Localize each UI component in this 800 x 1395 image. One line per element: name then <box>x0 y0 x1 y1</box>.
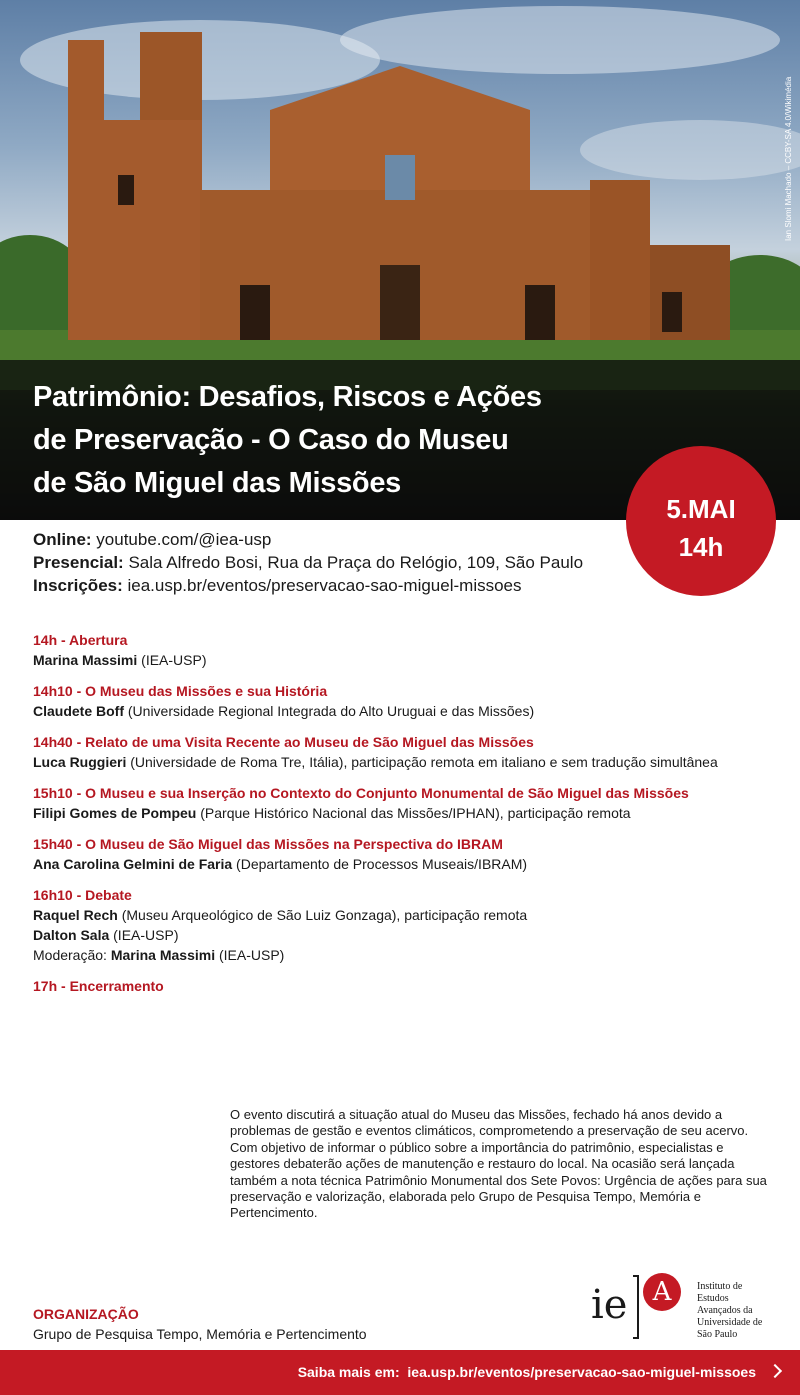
organization-name: Grupo de Pesquisa Tempo, Memória e Pertencimento <box>33 1326 367 1342</box>
program-item: 14h - Abertura Marina Massimi (IEA-USP) <box>33 630 783 670</box>
program-item: 14h10 - O Museu das Missões e sua História Claudete Boff (Universidade Regional Integrada do Alto Uruguai e das Missões) <box>33 681 783 721</box>
program-schedule <box>33 630 783 1007</box>
inscricoes-link[interactable]: iea.usp.br/eventos/preservacao-sao-miguel-missoes <box>122 576 522 595</box>
program-item: 14h40 - Relato de uma Visita Recente ao Museu de São Miguel das Missões Luca Ruggieri (Universidade de Roma Tre, Itália), participação remota em italiano e sem tradução simultânea <box>33 732 783 772</box>
program-time: 15h40 - O Museu de São Miguel das Missões na Perspectiva do IBRAM <box>33 836 503 852</box>
program-time: 14h - Abertura <box>33 632 128 648</box>
event-title: Patrimônio: Desafios, Riscos e Ações de Preservação - O Caso do Museu de São Miguel das Missões <box>33 381 542 499</box>
program-item: 15h40 - O Museu de São Miguel das Missões na Perspectiva do IBRAM Ana Carolina Gelmini de Faria (Departamento de Processos Museais/IBRAM) <box>33 834 783 874</box>
footer-link[interactable]: Saiba mais em: iea.usp.br/eventos/preservacao-sao-miguel-missoes <box>297 1364 756 1380</box>
program-time: 15h10 - O Museu e sua Inserção no Contexto do Conjunto Monumental de São Miguel das Missões <box>33 785 689 801</box>
logo-bracket <box>633 1275 639 1339</box>
iea-usp-logo: ie A Instituto de Estudos Avançados da Universidade de São Paulo <box>591 1271 791 1343</box>
program-time: 16h10 - Debate <box>33 887 132 903</box>
photo-credit: Ian Slomi Machado – CCBY-SA 4.0/Wikimédia <box>784 76 793 241</box>
logo-a-mark: A <box>643 1273 681 1311</box>
program-item: 16h10 - Debate Raquel Rech (Museu Arqueológico de São Luiz Gonzaga), participação remota Dalton Sala (IEA-USP) Moderação: Marina Massimi (IEA-USP) <box>33 885 783 965</box>
date-badge <box>626 446 776 596</box>
online-line: Online: youtube.com/@iea-usp <box>33 530 272 549</box>
organization-label: ORGANIZAÇÃO <box>33 1306 139 1322</box>
chevron-right-icon[interactable] <box>768 1364 782 1378</box>
event-time: 14h <box>678 532 724 562</box>
hero-banner <box>0 0 800 520</box>
presencial-line: Presencial: Sala Alfredo Bosi, Rua da Praça do Relógio, 109, São Paulo <box>33 553 584 572</box>
organization <box>33 1304 367 1344</box>
inscricoes-line: Inscrições: iea.usp.br/eventos/preservacao-sao-miguel-missoes <box>33 576 522 595</box>
event-description: O evento discutirá a situação atual do Museu das Missões, fechado há anos devido a problemas de gestão e eventos climáticos, comprometendo a preservação de seu acervo. Com objetivo de informar o público sobre a importância do patrimônio, especialistas e gestores debaterão ações de manutenção e restauro do local. Na ocasião será lançada também a nota técnica Patrimônio Monumental dos Sete Povos: Urgência de ações para sua preservação e valorização, elaborada pelo Grupo de Pesquisa Tempo, Memória e Pertencimento. <box>230 1107 767 1221</box>
footer-bar[interactable] <box>0 1350 800 1395</box>
program-item <box>33 976 783 996</box>
event-day: 5.MAI <box>666 494 736 524</box>
program-time: 14h40 - Relato de uma Visita Recente ao Museu de São Miguel das Missões <box>33 734 534 750</box>
program-time: 14h10 - O Museu das Missões e sua História <box>33 683 328 699</box>
online-link[interactable]: youtube.com/@iea-usp <box>91 530 272 549</box>
program-item: 15h10 - O Museu e sua Inserção no Contexto do Conjunto Monumental de São Miguel das Missões Filipi Gomes de Pompeu (Parque Histórico Nacional das Missões/IPHAN), participação remota <box>33 783 783 823</box>
logo-institution-name: Instituto de Estudos Avançados da Universidade de São Paulo <box>697 1281 763 1340</box>
event-info <box>33 528 623 597</box>
program-time: 17h - Encerramento <box>33 978 164 994</box>
